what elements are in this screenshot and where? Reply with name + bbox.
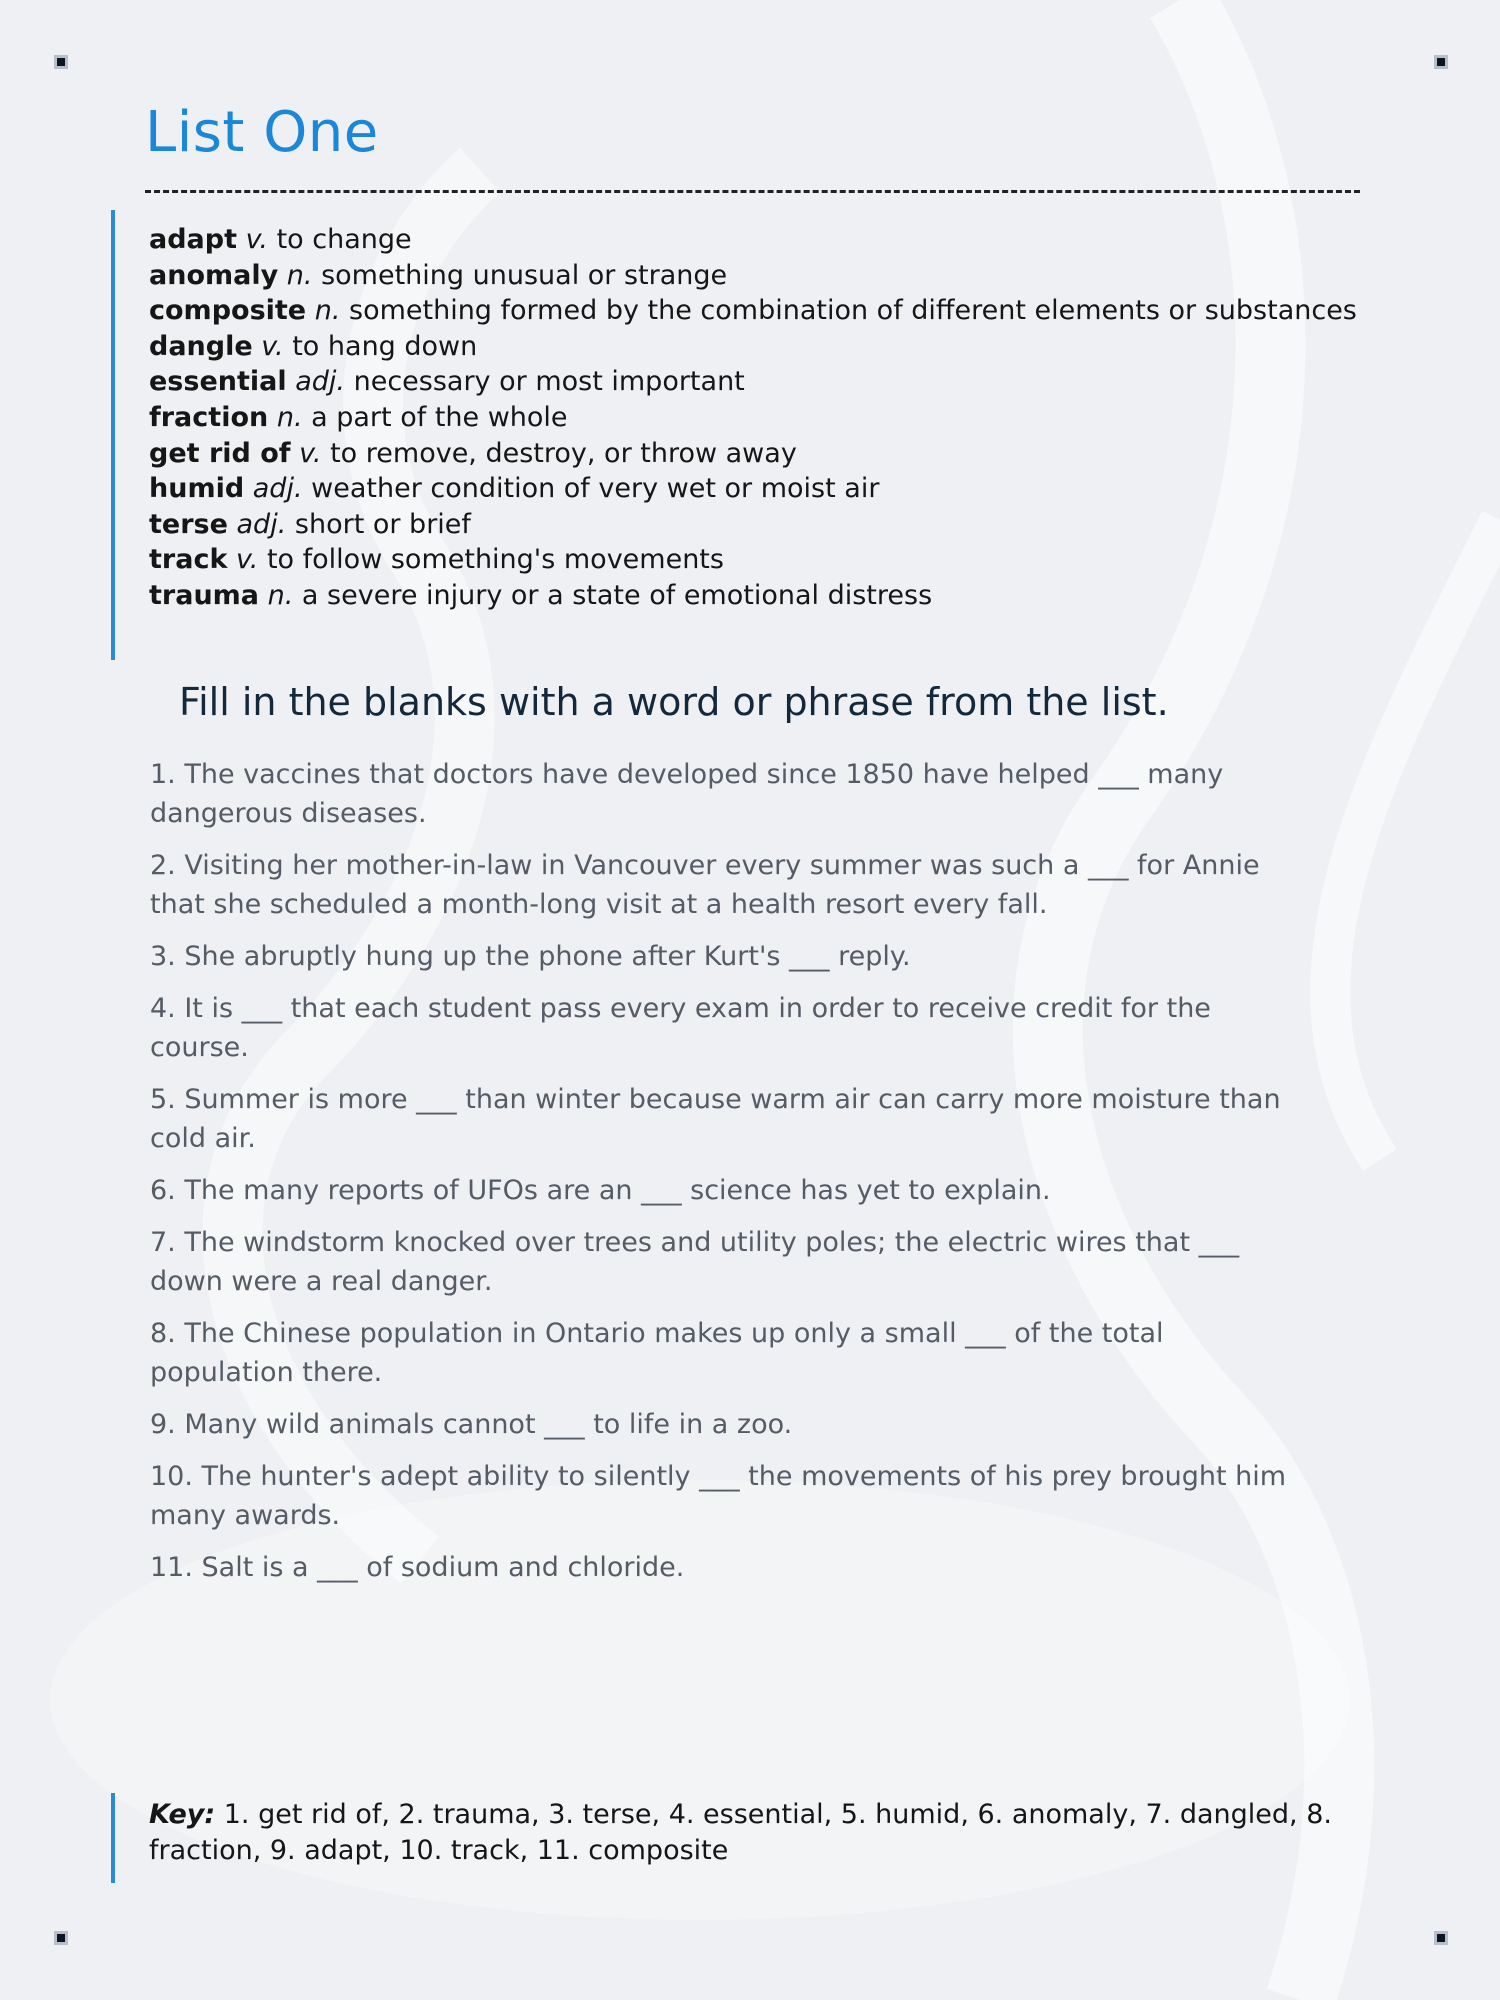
vocab-entry xyxy=(149,578,1361,614)
vocab-term: terse xyxy=(149,508,228,540)
corner-marker-bottom-right xyxy=(1434,1931,1448,1945)
vocab-entry xyxy=(149,400,1361,436)
vocab-entry xyxy=(149,471,1361,507)
question-list xyxy=(150,755,1290,1600)
question-item: 8. The Chinese population in Ontario makes up only a small ___ of the total population there. xyxy=(150,1318,1164,1388)
corner-marker-top-right xyxy=(1434,55,1448,69)
vocab-pos: adj. xyxy=(295,366,345,398)
vocab-term: track xyxy=(149,544,228,576)
vocab-definition: to hang down xyxy=(292,330,478,362)
vocab-definition: to change xyxy=(276,224,412,255)
vocab-definition: weather condition of very wet or moist air xyxy=(311,473,880,505)
vocab-pos: v. xyxy=(261,330,284,362)
question-item: 6. The many reports of UFOs are an ___ science has yet to explain. xyxy=(150,1175,1051,1206)
question-item: 2. Visiting her mother-in-law in Vancouver every summer was such a ___ for Annie that she scheduled a month-long visit at a health resort every fall. xyxy=(150,850,1260,920)
question-item: 3. She abruptly hung up the phone after Kurt's ___ reply. xyxy=(150,941,911,972)
instructions-heading: Fill in the blanks with a word or phrase from the list. xyxy=(179,680,1169,724)
vocab-entry xyxy=(149,542,1361,578)
vocab-pos: v. xyxy=(236,544,259,576)
vocab-definition: a part of the whole xyxy=(311,401,568,433)
vocab-term: trauma xyxy=(149,579,260,611)
question-item: 5. Summer is more ___ than winter because warm air can carry more moisture than cold air. xyxy=(150,1084,1281,1154)
vocab-pos: n. xyxy=(267,579,294,611)
vocab-pos: v. xyxy=(245,224,268,255)
vocab-term: adapt xyxy=(149,224,238,255)
vocab-pos: n. xyxy=(276,401,303,433)
question-item: 9. Many wild animals cannot ___ to life in a zoo. xyxy=(150,1409,793,1440)
vocab-entry xyxy=(149,329,1361,365)
answer-key xyxy=(111,1793,1361,1883)
vocabulary-list xyxy=(115,210,1361,614)
vocab-pos: n. xyxy=(314,295,341,327)
vocab-entry xyxy=(149,507,1361,543)
page-title: List One xyxy=(145,100,379,165)
vocab-entry xyxy=(149,222,1361,258)
vocabulary-box xyxy=(111,210,1361,660)
vocab-entry xyxy=(149,258,1361,294)
vocab-pos: v. xyxy=(299,437,322,469)
vocab-term: humid xyxy=(149,473,245,505)
vocab-definition: necessary or most important xyxy=(353,366,745,398)
vocab-definition: something formed by the combination of different elements or substances xyxy=(349,295,1357,327)
vocab-definition: a severe injury or a state of emotional distress xyxy=(301,579,933,611)
answer-key-label: Key: xyxy=(149,1799,216,1830)
question-item: 4. It is ___ that each student pass every exam in order to receive credit for the course. xyxy=(150,993,1211,1063)
vocab-definition: short or brief xyxy=(294,508,471,540)
vocab-term: composite xyxy=(149,295,307,327)
answer-key-text: 1. get rid of, 2. trauma, 3. terse, 4. essential, 5. humid, 6. anomaly, 7. dangled, 8. fraction, 9. adapt, 10. track, 11. composite xyxy=(149,1799,1332,1866)
vocab-pos: adj. xyxy=(252,473,303,505)
vocab-term: essential xyxy=(149,366,287,398)
title-divider xyxy=(145,190,1360,193)
vocab-term: fraction xyxy=(149,401,269,433)
vocab-definition: to remove, destroy, or throw away xyxy=(330,437,797,469)
question-item: 7. The windstorm knocked over trees and utility poles; the electric wires that ___ down were a real danger. xyxy=(150,1227,1240,1297)
corner-marker-bottom-left xyxy=(54,1931,68,1945)
vocab-entry xyxy=(149,293,1361,329)
question-item: 11. Salt is a ___ of sodium and chloride. xyxy=(150,1552,685,1583)
vocab-entry xyxy=(149,364,1361,400)
vocab-pos: adj. xyxy=(236,508,287,540)
vocab-term: anomaly xyxy=(149,259,279,291)
vocab-term: get rid of xyxy=(149,437,291,469)
vocab-term: dangle xyxy=(149,330,253,362)
question-item: 1. The vaccines that doctors have developed since 1850 have helped ___ many dangerous diseases. xyxy=(150,759,1224,829)
vocab-entry xyxy=(149,436,1361,472)
vocab-definition: something unusual or strange xyxy=(321,259,728,291)
vocab-pos: n. xyxy=(286,259,313,291)
corner-marker-top-left xyxy=(54,55,68,69)
question-item: 10. The hunter's adept ability to silently ___ the movements of his prey brought him many awards. xyxy=(150,1461,1287,1531)
vocab-definition: to follow something's movements xyxy=(266,544,724,576)
